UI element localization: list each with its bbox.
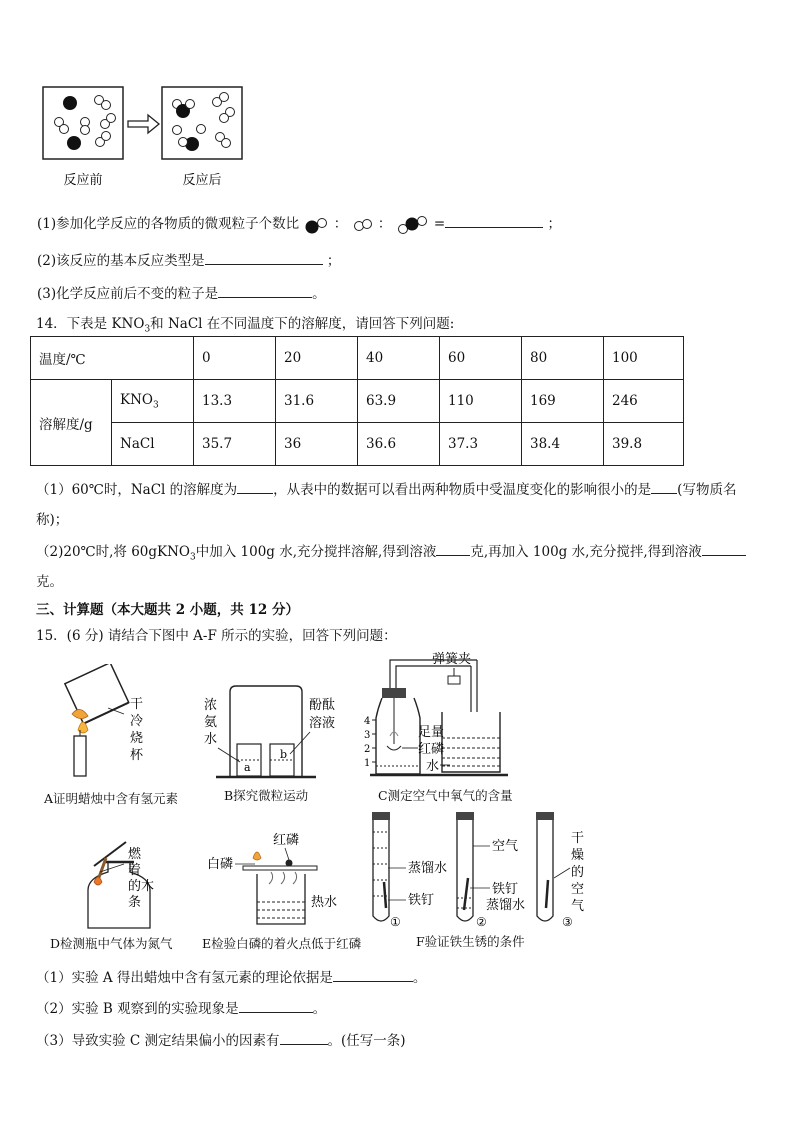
answer-blank-q13-2[interactable] [205, 250, 323, 265]
answer-blank-q15-1[interactable] [333, 967, 413, 982]
q13-p1-text: (1)参加化学反应的各物质的微观粒子个数比 [37, 216, 300, 232]
figC-mark: 2 [364, 744, 371, 755]
answer-blank-q14-2[interactable] [651, 479, 677, 494]
figD-char: 条 [128, 895, 142, 910]
table-cell: 31.6 [276, 380, 358, 423]
table-cell: 38.4 [522, 423, 604, 466]
figA-char: 冷 [130, 714, 144, 729]
figD-char: 燃 [128, 847, 142, 862]
figB-right-bot: 溶液 [309, 716, 336, 731]
table-cell: 13.3 [194, 380, 276, 423]
figC-l2: 红磷 [418, 742, 445, 757]
q15-stem: 15．(6 分) 请结合下图中 A-F 所示的实验，回答下列问题： [36, 628, 397, 644]
figB-left: 水 [204, 732, 218, 747]
reaction-figure [40, 84, 260, 194]
answer-blank-q14-3[interactable] [436, 541, 470, 556]
table-row [31, 380, 684, 423]
solubility-label: 溶解度/g [31, 380, 112, 466]
q14-p1-d: 称)； [36, 512, 69, 528]
figure-a-candle [50, 664, 160, 784]
table-cell: 63.9 [358, 380, 440, 423]
q13-p1-end: ； [547, 216, 562, 232]
q14-part1-cont [36, 508, 68, 528]
q13-sep1: ： [333, 216, 348, 232]
q14-p2-d: 克。 [36, 574, 63, 590]
table-cell: 37.3 [440, 423, 522, 466]
figF-n1: ① [390, 915, 401, 929]
q15-p1-end: 。 [412, 970, 427, 986]
figE-hot: 热水 [311, 895, 338, 910]
answer-blank-q15-3[interactable] [280, 1030, 328, 1045]
kno3-sub: 3 [152, 400, 159, 411]
figC-mark: 3 [364, 730, 371, 741]
q14-part2-cont [36, 570, 63, 590]
figure-b-bell-jar [200, 682, 350, 782]
figF-dry: 气 [571, 899, 585, 914]
q14-stem-a: 14．下表是 KNO [36, 316, 145, 332]
q13-p3-text: (3)化学反应前后不变的粒子是 [37, 286, 219, 302]
figD-char: 着 [128, 863, 142, 878]
figB-right-top: 酚酞 [309, 698, 336, 713]
q14-p1-c: (写物质名 [677, 482, 737, 498]
before-label: 反应前 [63, 173, 103, 188]
figF-air: 空气 [492, 839, 519, 854]
figure-e-phosphorus [205, 826, 345, 932]
q14-p2-c: 克,再加入 100g 水,充分搅拌,得到溶液 [470, 544, 702, 560]
figE-red: 红磷 [273, 833, 300, 848]
figC-l1: 足量 [418, 725, 445, 740]
q14-p2-sub: 3 [190, 552, 196, 563]
table-cell: 0 [194, 337, 276, 380]
q13-p2-end: ； [326, 253, 341, 269]
figA-char: 干 [130, 697, 144, 712]
figF-dry: 空 [571, 882, 585, 897]
table-cell: 100 [604, 337, 684, 380]
q14-stem [36, 312, 454, 335]
q15-p3-text: （3）导致实验 C 测定结果偏小的因素有 [36, 1033, 280, 1049]
molecule-icon-white-pair [352, 216, 374, 234]
q14-part2 [36, 540, 746, 563]
q13-p2-text: (2)该反应的基本反应类型是 [37, 253, 205, 269]
solubility-table [30, 336, 684, 466]
table-row [31, 423, 684, 466]
molecule-icon-white-black-white [396, 214, 430, 236]
q13-part2 [37, 249, 340, 269]
q14-p1-a: （1）60℃时，NaCl 的溶解度为 [36, 482, 238, 498]
q13-part1 [37, 212, 561, 236]
figC-mark: 1 [364, 758, 371, 769]
table-cell: 169 [522, 380, 604, 423]
figure-a-caption: A证明蜡烛中含有氢元素 [44, 791, 179, 806]
kno3-label [112, 380, 194, 423]
q15-part3 [36, 1029, 406, 1049]
figF-dry: 燥 [571, 848, 585, 863]
reaction-arrow [128, 115, 159, 133]
table-cell: 60 [440, 337, 522, 380]
q15-p2-text: （2）实验 B 观察到的实验现象是 [36, 1001, 239, 1017]
figF-nail2: 铁钉 [492, 882, 519, 897]
after-box [162, 87, 242, 159]
answer-blank-q14-4[interactable] [702, 541, 746, 556]
table-cell: 20 [276, 337, 358, 380]
figure-e-caption: E检验白磷的着火点低于红磷 [202, 936, 362, 951]
figure-b-caption: B探究微粒运动 [224, 788, 309, 803]
kno3-text: KNO [120, 391, 153, 408]
section-title: 三、计算题（本大题共 2 小题，共 12 分） [36, 602, 299, 618]
figA-char: 杯 [130, 748, 144, 763]
figA-char: 烧 [130, 731, 144, 746]
figB-label-a: a [244, 761, 251, 774]
figB-left: 氨 [204, 715, 218, 730]
table-cell: 39.8 [604, 423, 684, 466]
table-cell: 246 [604, 380, 684, 423]
figF-n3: ③ [562, 915, 573, 929]
figC-l3: 水 [426, 759, 440, 774]
molecule-icon-black-white [303, 216, 329, 234]
q13-p3-end: 。 [312, 286, 326, 302]
q14-p2-a: （2)20℃时,将 60gKNO [36, 544, 191, 560]
table-cell: 36.6 [358, 423, 440, 466]
table-cell: 110 [440, 380, 522, 423]
q13-part3 [37, 282, 326, 302]
q15-p2-end: 。 [312, 1001, 327, 1017]
q13-eq: = [433, 216, 446, 232]
q14-p2-b: 中加入 100g 水,充分搅拌溶解,得到溶液 [195, 544, 437, 560]
figure-c-caption: C测定空气中氧气的含量 [378, 788, 513, 803]
figF-dry: 的 [571, 865, 585, 880]
figure-f-caption: F验证铁生锈的条件 [416, 934, 525, 949]
q15-p1-text: （1）实验 A 得出蜡烛中含有氢元素的理论依据是 [36, 970, 333, 986]
after-label: 反应后 [182, 173, 222, 188]
table-cell: 80 [522, 337, 604, 380]
table-cell: 36 [276, 423, 358, 466]
figC-mark: 4 [364, 716, 371, 727]
temp-header: 温度/℃ [31, 337, 194, 380]
q14-part1 [36, 478, 736, 498]
figB-left: 浓 [204, 698, 218, 713]
figF-nail1: 铁钉 [408, 893, 435, 908]
q15-part2 [36, 997, 326, 1017]
q14-p1-b: ，从表中的数据可以看出两种物质中受温度变化的影响很小的是 [273, 482, 652, 498]
q14-stem-b: 和 NaCl 在不同温度下的溶解度，请回答下列问题: [150, 316, 455, 332]
table-cell: 35.7 [194, 423, 276, 466]
figD-char: 的木 [128, 879, 155, 894]
table-row [31, 337, 684, 380]
q14-stem-sub: 3 [144, 324, 151, 335]
figure-c-oxygen [360, 648, 510, 780]
figF-dry: 干 [571, 831, 585, 846]
table-cell: 40 [358, 337, 440, 380]
figB-label-b: b [280, 748, 288, 761]
figure-f-rust [360, 808, 600, 934]
figF-water2: 蒸馏水 [486, 898, 526, 913]
answer-blank-q13-3[interactable] [218, 283, 312, 298]
figF-n2: ② [476, 915, 487, 929]
q13-sep2: ： [377, 216, 392, 232]
answer-blank-q15-2[interactable] [239, 998, 313, 1013]
figE-white: 白磷 [207, 857, 234, 872]
answer-blank-q13-1[interactable] [445, 213, 543, 228]
figC-clamp: 弹簧夹 [432, 652, 472, 667]
nacl-label: NaCl [112, 423, 194, 466]
figure-d-caption: D检测瓶中气体为氮气 [50, 936, 173, 951]
figure-d-bottle [80, 838, 190, 930]
figF-water: 蒸馏水 [408, 861, 448, 876]
q15-p3-end: 。(任写一条) [327, 1033, 406, 1049]
answer-blank-q14-1[interactable] [237, 479, 273, 494]
q15-part1 [36, 966, 426, 986]
